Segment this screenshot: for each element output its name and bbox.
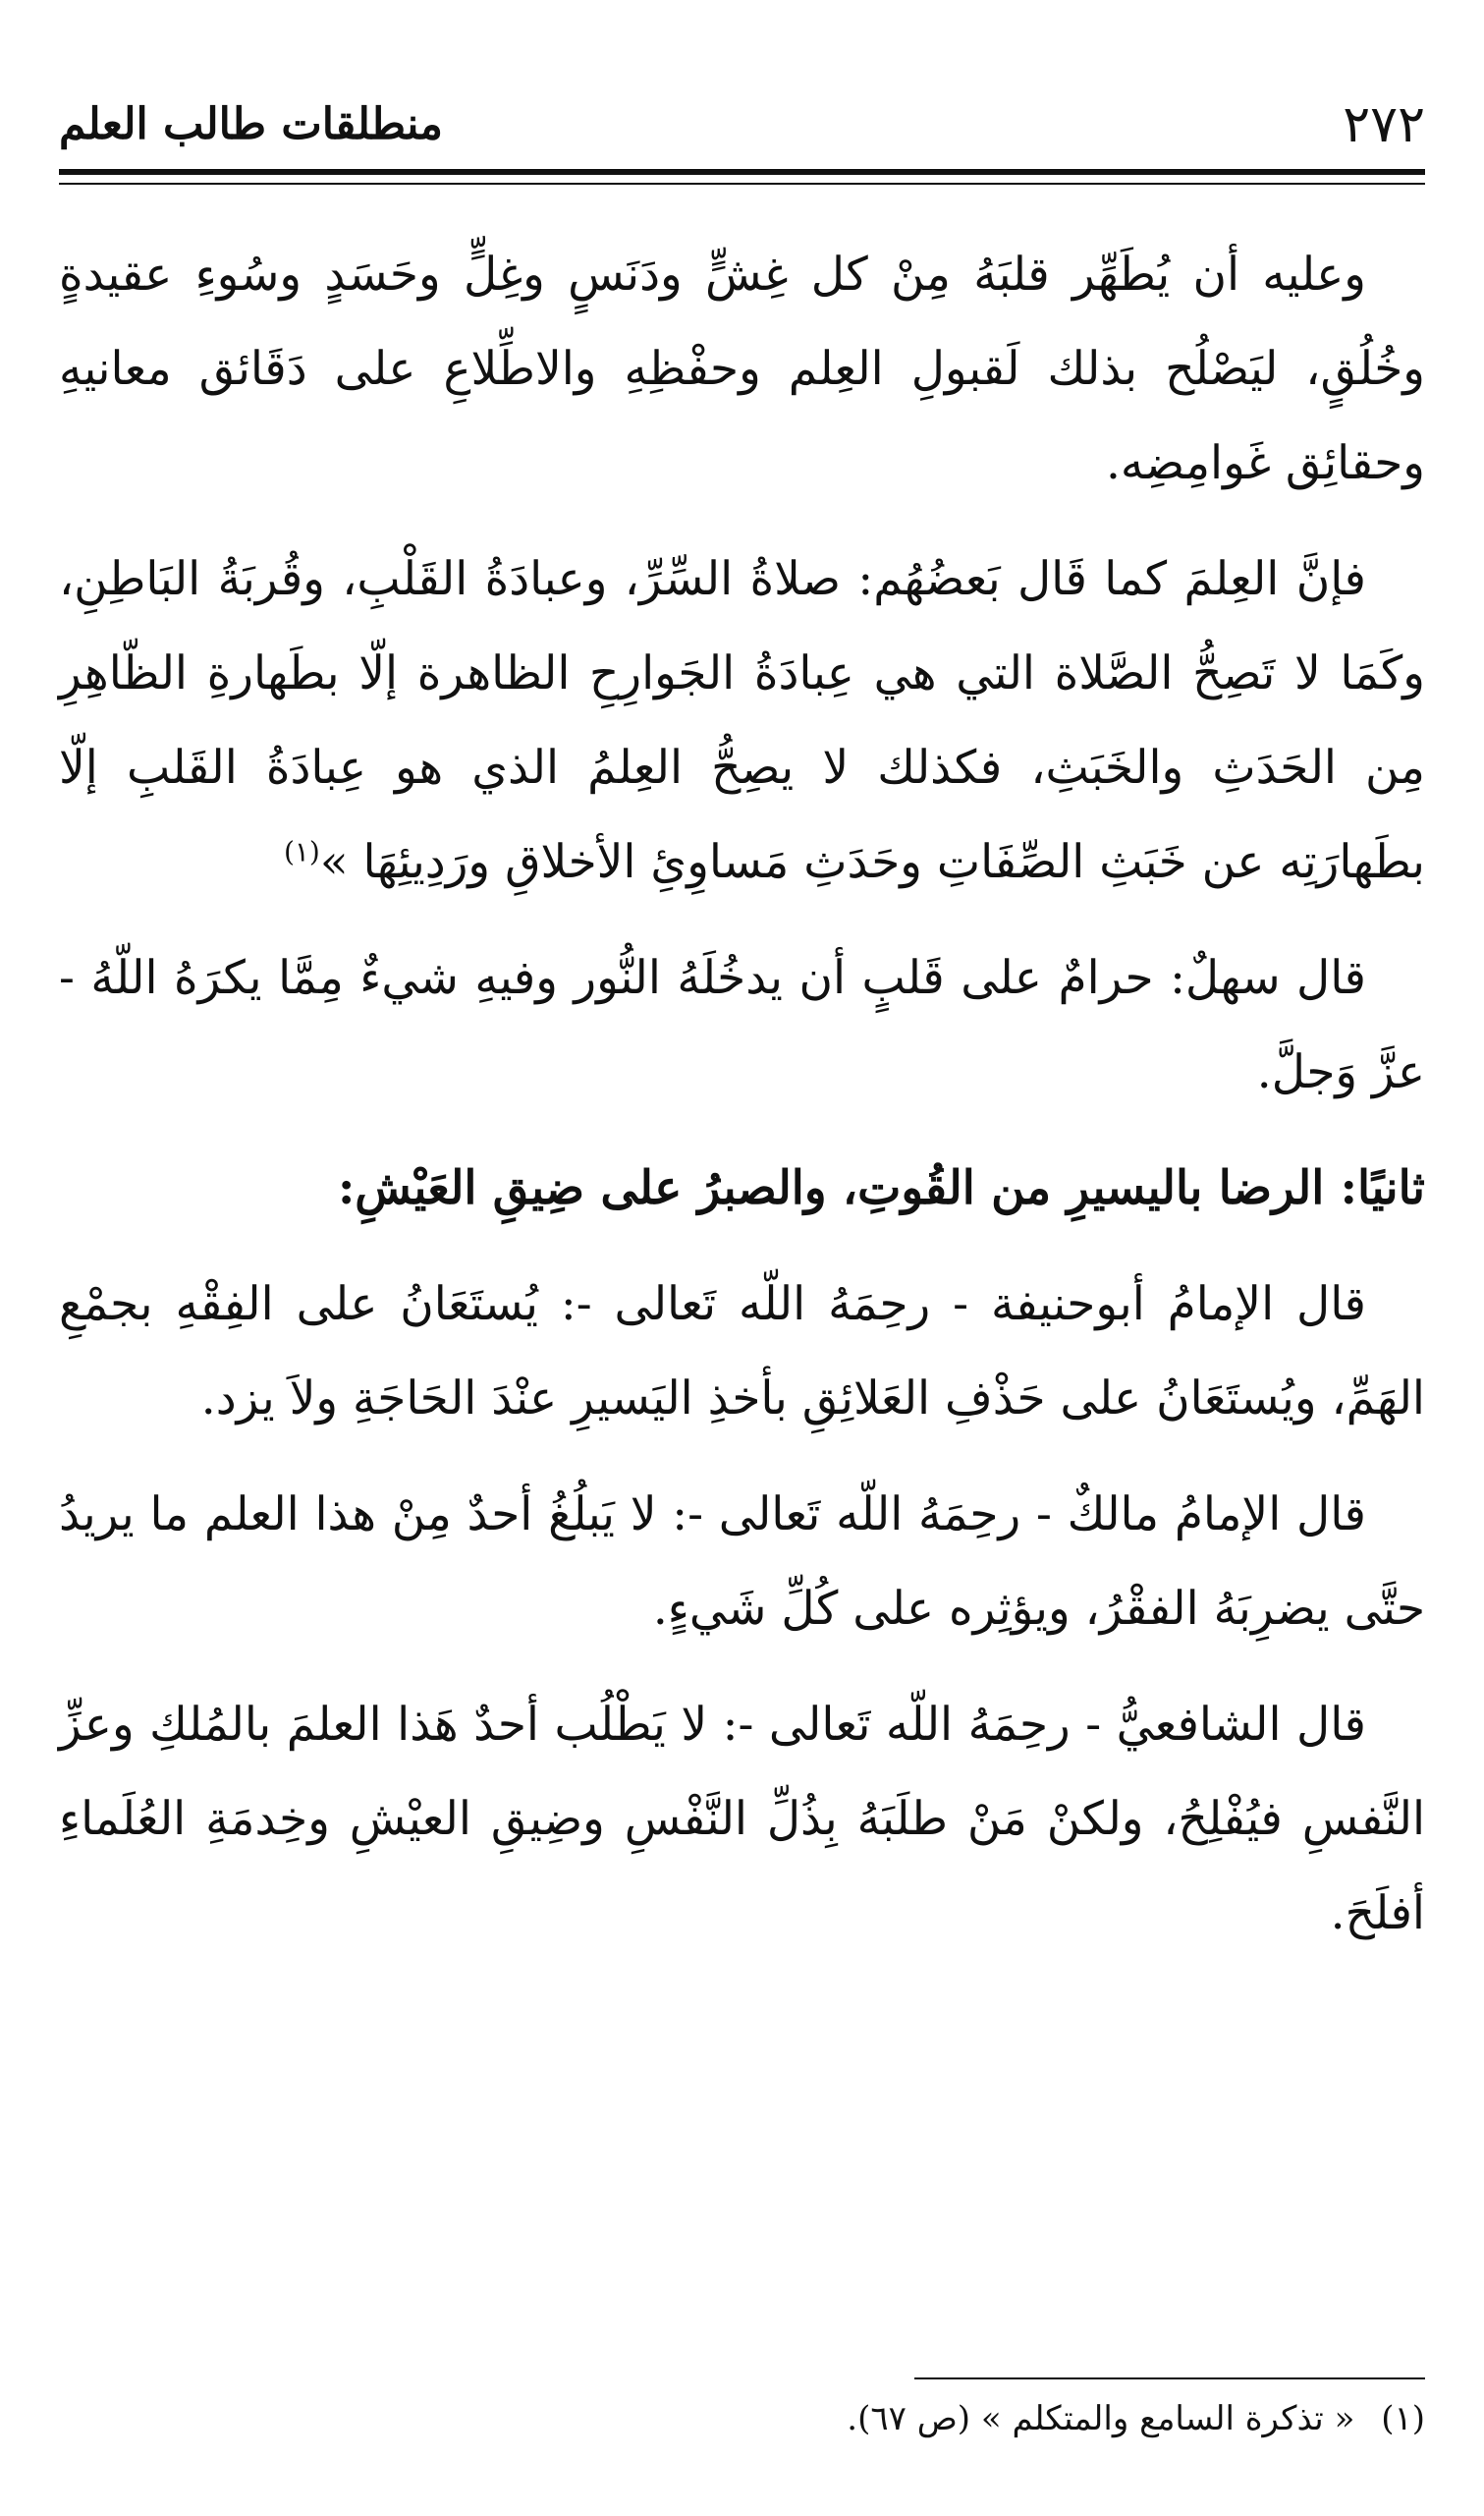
footnote-number: (١) — [1381, 2399, 1425, 2438]
header-rule-thick — [59, 169, 1425, 175]
paragraph-purify-heart: وعليه أن يُطَهِّر قلبَهُ مِنْ كل غِشٍّ ودَنَسٍ وغِلٍّ وحَسَدٍ وسُوءِ عقيدةٍ وخُلُقٍ، ليَصْلُح بذلك لَقبولِ العِلم وحفْظِهِ والاطِّلاعِ على دَقَائق معانيهِ وحقائِق غَوامِضِه. — [59, 248, 1425, 490]
quote-abu-hanifa: قال الإمامُ أبوحنيفة - رحِمَهُ اللّه تَعالى -: يُستَعَانُ على الفِقْهِ بجمْعِ الهَمِّ، ويُستَعَانُ على حَذْفِ العَلائِقِ بأخذِ اليَسيرِ عنْدَ الحَاجَةِ ولاَ يزد. — [59, 1277, 1425, 1426]
footnote-separator — [914, 2377, 1425, 2379]
header-rule-thin — [59, 183, 1425, 185]
page-body — [59, 228, 1425, 1983]
footnote-reference: (١) — [283, 835, 320, 868]
quote-shafii: قال الشافعيُّ - رحِمَهُ اللّه تَعالى -: لا يَطْلُب أحدٌ هَذا العلمَ بالمُلكِ وعزِّ النَّفسِ فيُفْلِحُ، ولكنْ مَنْ طلَبَهُ بِذُلِّ النَّفْسِ وضِيقِ العيْشِ وخِدمَةِ العُلَماءِ أفلَحَ. — [59, 1698, 1425, 1940]
running-title: منطلقات طالب العلم — [59, 99, 443, 149]
section-heading: ثانيًا: الرضا باليسيرِ من القُوتِ، والصبرُ على ضِيقِ العَيْشِ: — [337, 1161, 1425, 1215]
page-number: ٢٧٢ — [1343, 95, 1425, 154]
paragraph-knowledge-worship-text: فإنَّ العِلمَ كما قَال بَعضُهُم: صلاةُ السِّرِّ، وعبادَةُ القَلْبِ، وقُربَةُ البَاطِنِ، وكَمَا لا تَصِحُّ الصَّلاة التي هي عِبادَةُ الجَوارِحِ الظاهرة إلّا بطَهارةِ الظّاهِرِ مِن الحَدَثِ والخَبَثِ، فكذلك لا يصِحُّ العِلمُ الذي هو عِبادَةُ القَلبِ إلّا بطَهارَتِه عن خَبَثِ الصِّفَاتِ وحَدَثِ مَساوِئِ الأخلاقِ ورَدِيئِهَا » — [59, 552, 1425, 889]
paragraph-knowledge-worship — [59, 532, 1425, 910]
footnote-text: « تذكرة السامع والمتكلم » (ص ٦٧). — [847, 2399, 1355, 2438]
paragraph-sahl-quote: قال سهلٌ: حرامٌ على قَلبٍ أن يدخُلَهُ النُّور وفيهِ شيءٌ مِمَّا يكرَهُ اللّهُ - عزَّ وَجلَّ. — [59, 951, 1425, 1099]
quote-malik: قال الإمامُ مالكٌ - رحِمَهُ اللّه تَعالى -: لا يَبلُغُ أحدٌ مِنْ هذا العلم ما يريدُ حتَّى يضرِبَهُ الفقْرُ، ويؤثِره على كُلِّ شَيءٍ. — [59, 1487, 1425, 1636]
page-header — [59, 90, 1425, 159]
footnote — [59, 2389, 1425, 2448]
